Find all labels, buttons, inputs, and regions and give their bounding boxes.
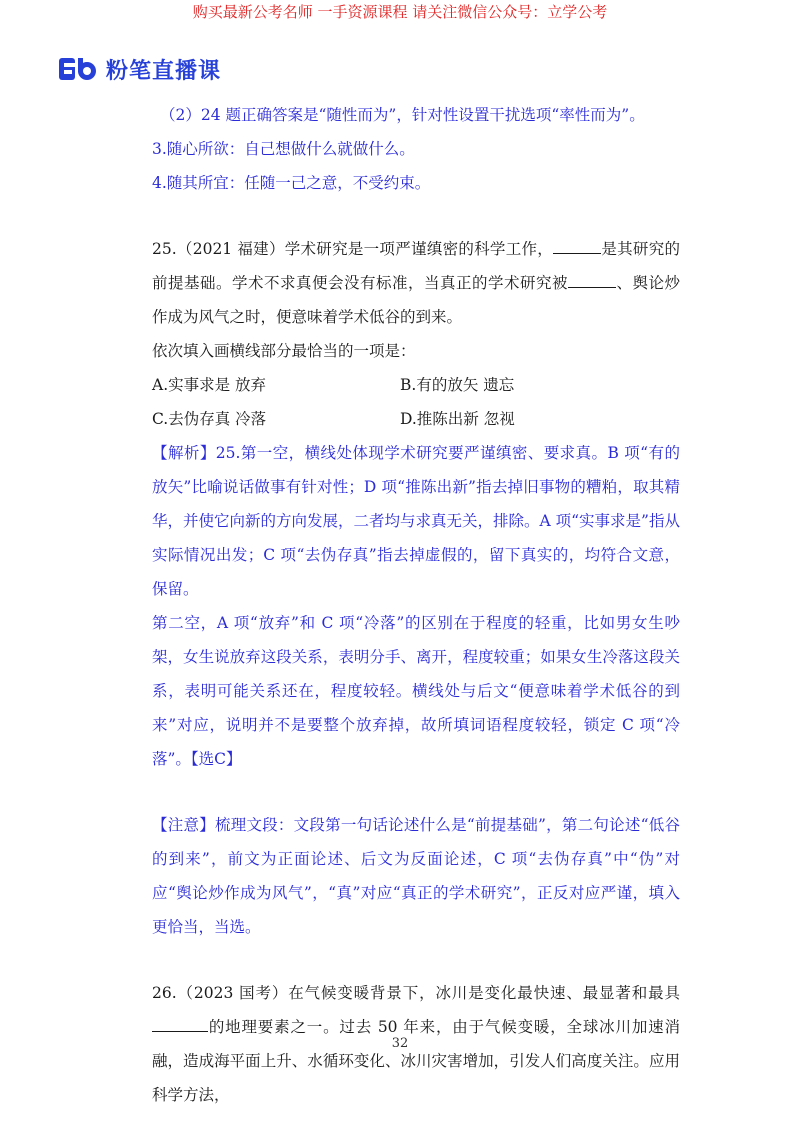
q25-stem-b: 是其研究的前提基础。学术不求真便会没有标准，当真正的学术研究被 [152,240,680,292]
q26-blank-1 [152,1015,208,1032]
fenbi-logo-icon [58,56,98,82]
q25-analysis-2: 第二空，A 项“放弃”和 C 项“冷落”的区别在于程度的轻重，比如男女生吵架，女生说放弃这段关系，表明分手、离开，程度较重；如果女生冷落这段关系，表明可能关系还在，程度较轻。横线处与后文“便意味着学术低谷的到来”对应，说明并不是要整个放弃掉，故所填词语程度较轻，锁定 C 项“冷落”。【选C】 [152,614,680,768]
page-content [152,98,680,1112]
brand-header [58,54,221,84]
q25-option-c: C.去伪存真 冷落 [152,410,267,428]
page-number: 32 [391,1036,409,1051]
q25-stem-a: 25.（2021 福建）学术研究是一项严谨缜密的科学工作， [152,240,554,258]
q25-option-a: A.实事求是 放弃 [152,376,267,394]
q25-stem-c: 、舆论炒作成为风气之时，便意味着学术低谷的到来。 [152,274,680,326]
q25-options-row-2 [152,402,680,436]
note-line-3: 4.随其所宜：任随一己之意，不受约束。 [152,174,431,192]
promo-banner: 购买最新公考名师 一手资源课程 请关注微信公众号：立学公考 [192,3,608,21]
brand-name: 粉笔直播课 [106,58,222,84]
note-line-2: 3.随心所欲：自己想做什么就做什么。 [152,140,415,158]
q26-stem-b: 的地理要素之一。过去 50 年来，由于气候变暖，全球冰川加速消融，造成海平面上升、水循环变化、冰川灾害增加，引发人们高度关注。应用科学方法， [152,1018,680,1104]
q26-stem-a: 26.（2023 国考）在气候变暖背景下，冰川是变化最快速、最显著和最具 [152,984,680,1002]
note-line-1: （2）24 题正确答案是“随性而为”，针对性设置干扰选项“率性而为”。 [160,106,645,124]
q25-blank-1 [553,237,601,254]
q25-stem [152,232,680,334]
q25-blank-2 [568,271,616,288]
q25-prompt: 依次填入画横线部分最恰当的一项是： [152,342,416,360]
q25-options-row-1 [152,368,680,402]
q25-analysis-1: 【解析】25.第一空，横线处体现学术研究要严谨缜密、要求真。B 项“有的放矢”比喻说话做事有针对性；D 项“推陈出新”指去掉旧事物的糟粕，取其精华，并使它向新的方向发展，二者均与求真无关，排除。A 项“实事求是”指从实际情况出发；C 项“去伪存真”指去掉虚假的，留下真实的，均符合文意，保留。 [152,444,680,598]
q25-option-b: B.有的放矢 遗忘 [400,376,515,394]
q25-option-d: D.推陈出新 忽视 [400,410,515,428]
q25-note: 【注意】梳理文段：文段第一句话论述什么是“前提基础”，第二句论述“低谷的到来”，前文为正面论述、后文为反面论述，C 项“去伪存真”中“伪”对应“舆论炒作成为风气”，“真”对应“真正的学术研究”，正反对应严谨，填入更恰当，当选。 [152,816,680,936]
